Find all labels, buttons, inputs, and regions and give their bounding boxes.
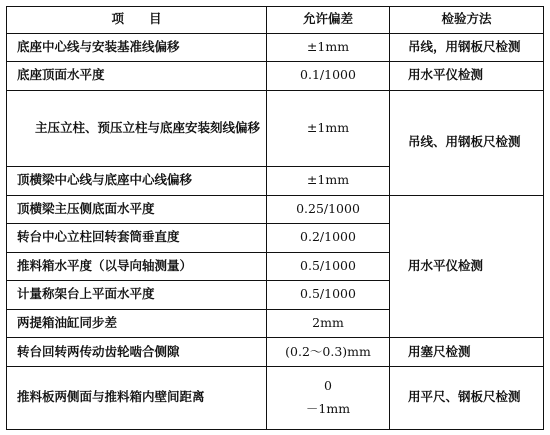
table-row (7, 90, 544, 166)
method-cell: 用平尺、钢板尺检测 (390, 366, 544, 429)
deviation-lower: －1mm (305, 400, 351, 416)
deviation-cell: ±1mm (267, 90, 390, 166)
method-cell: 吊线，用钢板尺检测 (390, 33, 544, 62)
item-cell: 计量称架台上平面水平度 (7, 281, 267, 310)
deviation-cell (267, 366, 390, 429)
deviation-cell: 0.2/1000 (267, 224, 390, 253)
method-cell: 用水平仪检测 (390, 62, 544, 91)
table-row (7, 366, 544, 429)
item-cell: 主压立柱、预压立柱与底座安装刻线偏移 (7, 90, 267, 166)
item-cell: 转台中心立柱回转套筒垂直度 (7, 224, 267, 253)
header-deviation: 允许偏差 (267, 7, 390, 34)
deviation-cell: ±1mm (267, 167, 390, 196)
deviation-cell: 0.5/1000 (267, 252, 390, 281)
table-row (7, 195, 544, 224)
header-method: 检验方法 (390, 7, 544, 34)
item-cell: 两提箱油缸同步差 (7, 309, 267, 338)
item-cell: 顶横梁中心线与底座中心线偏移 (7, 167, 267, 196)
deviation-cell: 0.5/1000 (267, 281, 390, 310)
item-cell: 转台回转两传动齿轮啮合侧隙 (7, 338, 267, 367)
deviation-cell: 2mm (267, 309, 390, 338)
table-row (7, 338, 544, 367)
deviation-cell: (0.2～0.3)mm (267, 338, 390, 367)
inspection-table (6, 6, 544, 430)
item-cell: 底座中心线与安装基准线偏移 (7, 33, 267, 62)
method-cell: 用塞尺检测 (390, 338, 544, 367)
deviation-upper: 0 (324, 377, 332, 393)
item-cell: 底座顶面水平度 (7, 62, 267, 91)
deviation-cell: ±1mm (267, 33, 390, 62)
method-cell: 吊线、用钢板尺检测 (390, 90, 544, 195)
header-item: 项 目 (7, 7, 267, 34)
deviation-cell: 0.1/1000 (267, 62, 390, 91)
item-cell: 推料箱水平度（以导向轴测量） (7, 252, 267, 281)
item-cell: 顶横梁主压侧底面水平度 (7, 195, 267, 224)
deviation-cell: 0.25/1000 (267, 195, 390, 224)
table-header-row (7, 7, 544, 34)
table-row (7, 33, 544, 62)
item-cell: 推料板两侧面与推料箱内壁间距离 (7, 366, 267, 429)
table-row (7, 62, 544, 91)
method-cell: 用水平仪检测 (390, 195, 544, 338)
